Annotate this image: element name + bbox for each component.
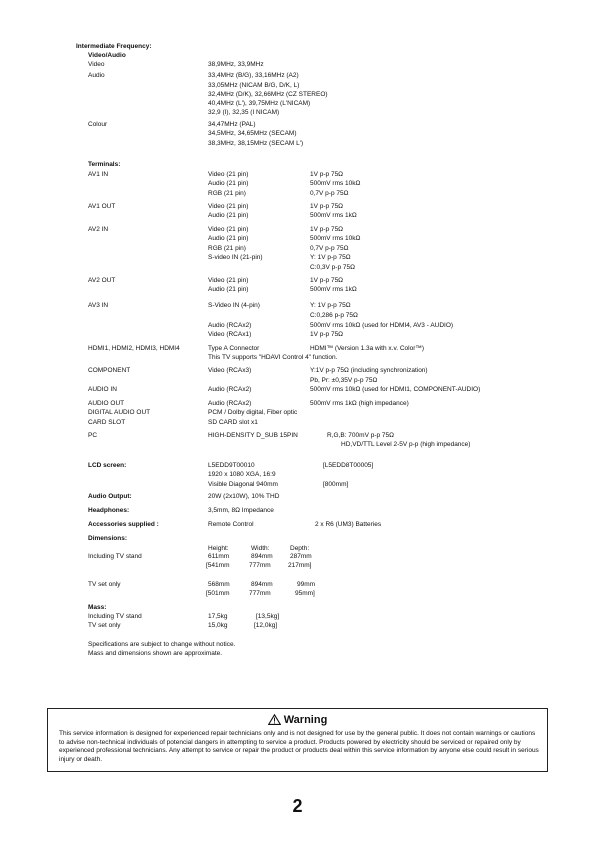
if-audio-value: 32,4MHz (D/K), 32,66MHz (CZ STEREO): [208, 91, 328, 98]
terminal-spec: 0,7V p-p 75Ω: [310, 245, 349, 252]
terminal-connector: PCM / Dolby digital, Fiber optic: [208, 409, 298, 416]
terminal-label: AUDIO IN: [88, 386, 117, 393]
terminal-connector: RGB (21 pin): [208, 190, 246, 197]
terminal-connector: Audio (21 pin): [208, 235, 249, 242]
lcd-model-alt: [L5EDD8T00005]: [323, 462, 374, 469]
terminal-label: COMPONENT: [88, 367, 131, 374]
lcd-diagonal: Visible Diagonal 940mm: [208, 481, 278, 488]
dim-value: 777mm: [249, 562, 271, 569]
dim-row-label: Including TV stand: [88, 553, 142, 560]
warning-title: [48, 714, 547, 727]
dim-header: Width:: [251, 545, 270, 552]
terminal-spec: Y: 1V p-p 75Ω: [310, 254, 351, 261]
dim-value: 95mm]: [295, 590, 315, 597]
terminal-connector: Audio (RCAx2): [208, 386, 252, 393]
headphones-label: Headphones:: [88, 507, 130, 514]
dim-value: 99mm: [297, 581, 316, 588]
audio-output-value: 20W (2x10W), 10% THD: [208, 493, 280, 500]
terminal-spec: 500mV rms 10kΩ: [310, 235, 361, 242]
if-colour-value: 34,5MHz, 34,65MHz (SECAM): [208, 130, 297, 137]
if-colour-label: Colour: [88, 121, 108, 128]
mass-value: 15,0kg: [208, 622, 228, 629]
dim-header: Height:: [208, 545, 229, 552]
terminal-connector: Video (21 pin): [208, 171, 249, 178]
if-video-label: Video: [88, 61, 105, 68]
if-audio-label: Audio: [88, 72, 105, 79]
warning-triangle-icon: [268, 714, 281, 725]
terminal-spec: 500mV rms 1kΩ: [310, 286, 357, 293]
lcd-label: LCD screen:: [88, 462, 127, 469]
terminal-connector: Video (21 pin): [208, 226, 249, 233]
terminal-connector: SD CARD slot x1: [208, 419, 258, 426]
dim-value: 568mm: [208, 581, 230, 588]
terminal-connector: Audio (RCAx2): [208, 400, 252, 407]
terminal-spec: 0,7V p-p 75Ω: [310, 190, 349, 197]
dimensions-label: Dimensions:: [88, 535, 128, 542]
terminal-connector: Audio (RCAx2): [208, 322, 252, 329]
mass-row-label: TV set only: [88, 622, 121, 629]
dim-value: [501mm: [206, 590, 230, 597]
terminal-spec: 500mV rms 10kΩ: [310, 180, 361, 187]
hdavi-note: This TV supports "HDAVI Control 4" function.: [208, 354, 338, 361]
accessory-item: Remote Control: [208, 521, 254, 528]
mass-value-alt: [12,0kg]: [254, 622, 278, 629]
terminal-label: PC: [88, 432, 98, 439]
note: Mass and dimensions shown are approximate.: [88, 650, 223, 657]
terminal-connector: Audio (21 pin): [208, 212, 249, 219]
if-subheading: Video/Audio: [88, 52, 126, 59]
terminal-connector: Audio (21 pin): [208, 180, 249, 187]
mass-label: Mass:: [88, 604, 107, 611]
page-number: 2: [292, 796, 303, 816]
terminal-spec: Y: 1V p-p 75Ω: [310, 302, 351, 309]
if-audio-value: 33,4MHz (B/G), 33,16MHz (A2): [208, 72, 299, 79]
note: Specifications are subject to change without notice.: [88, 641, 236, 648]
terminal-spec: 1V p-p 75Ω: [310, 277, 344, 284]
dim-value: 777mm: [249, 590, 271, 597]
dim-value: 611mm: [208, 553, 230, 560]
terminal-spec: 1V p-p 75Ω: [310, 226, 344, 233]
terminal-label: DIGITAL AUDIO OUT: [88, 409, 151, 416]
terminal-label: AV2 OUT: [88, 277, 116, 284]
dim-value: 894mm: [251, 553, 273, 560]
dim-value: 287mm: [290, 553, 312, 560]
terminal-spec: Pb, Pr: ±0,35V p-p 75Ω: [310, 377, 378, 384]
warning-body: This service information is designed for experienced repair technicians only and is not designed for use by the general public. It does not contain warnings or cautions to advise non-technical individuals of potencial dangers in attempting to service a product. Products powered by electricity should be serviced or repaired only by experienced professional technicians. Any attempt to service or repair the product or products deal within this service information by anyone else could result in serious injury or death.: [59, 730, 539, 764]
terminal-spec: 500mV rms 1kΩ (high impedance): [310, 400, 409, 407]
terminal-connector: Video (RCAx1): [208, 331, 252, 338]
warning-box: [47, 708, 548, 772]
if-colour-value: 34,47MHz (PAL): [208, 121, 256, 128]
mass-value-alt: [13,5kg]: [256, 613, 280, 620]
dim-row-label: TV set only: [88, 581, 121, 588]
terminal-spec: 1V p-p 75Ω: [310, 203, 344, 210]
terminal-label: CARD SLOT: [88, 419, 126, 426]
lcd-diagonal-alt: [800mm]: [323, 481, 349, 488]
terminal-connector: S-Video IN (4-pin): [208, 302, 260, 309]
audio-output-label: Audio Output:: [88, 493, 132, 500]
terminal-label: AV1 OUT: [88, 203, 116, 210]
terminal-connector: HIGH-DENSITY D_SUB 15PIN: [208, 432, 298, 439]
accessory-item: 2 x R6 (UM3) Batteries: [315, 521, 382, 528]
terminal-label: HDMI1, HDMI2, HDMI3, HDMI4: [88, 345, 180, 352]
if-audio-value: 40,4MHz (L'), 39,75MHz (L'NICAM): [208, 100, 311, 107]
terminal-spec: 500mV rms 1kΩ: [310, 212, 357, 219]
terminal-connector: Video (21 pin): [208, 203, 249, 210]
dim-value: [541mm: [206, 562, 230, 569]
if-video-value: 38,9MHz, 33,9MHz: [208, 61, 264, 68]
warning-title-text: Warning: [283, 714, 328, 726]
dim-value: 894mm: [251, 581, 273, 588]
dim-header: Depth:: [290, 545, 310, 552]
if-colour-value: 38,3MHz, 38,15MHz (SECAM L'): [208, 140, 304, 147]
terminal-spec: 500mV rms 10kΩ (used for HDMI1, COMPONENT-AUDIO): [310, 386, 481, 393]
terminal-connector: S-video IN (21-pin): [208, 254, 263, 261]
terminal-spec: 1V p-p 75Ω: [310, 331, 344, 338]
mass-value: 17,5kg: [208, 613, 228, 620]
terminal-connector: Video (21 pin): [208, 277, 249, 284]
mass-row-label: Including TV stand: [88, 613, 142, 620]
terminal-spec: Y:1V p-p 75Ω (including synchronization): [310, 367, 428, 374]
if-heading: Intermediate Frequency:: [76, 43, 152, 50]
terminal-connector: Audio (21 pin): [208, 286, 249, 293]
terminal-label: AV1 IN: [88, 171, 109, 178]
terminal-spec: C:0,3V p-p 75Ω: [310, 264, 355, 271]
if-audio-value: 33,05MHz (NICAM B/G, D/K, L): [208, 82, 300, 89]
terminal-spec: R,G,B: 700mV p-p 75Ω: [327, 432, 394, 439]
terminal-connector: Type A Connector: [208, 345, 260, 352]
headphones-value: 3,5mm, 8Ω Impedance: [208, 507, 274, 514]
accessories-label: Accessories supplied :: [88, 521, 159, 528]
if-audio-value: 32,9 (I), 32,35 (I NICAM): [208, 109, 280, 116]
terminal-spec: C:0,286 p-p 75Ω: [310, 312, 358, 319]
lcd-model: L5EDD9T00010: [208, 462, 255, 469]
terminal-spec: 500mV rms 10kΩ (used for HDMI4, AV3 - AUDIO): [310, 322, 454, 329]
dim-value: 217mm]: [288, 562, 312, 569]
terminal-spec: HDMI™ (Version 1.3a with x.v. Color™): [310, 345, 425, 352]
terminals-heading: Terminals:: [88, 161, 121, 168]
terminal-connector: RGB (21 pin): [208, 245, 246, 252]
terminal-label: AV2 IN: [88, 226, 109, 233]
terminal-label: AV3 IN: [88, 302, 109, 309]
lcd-resolution: 1920 x 1080 XGA, 16:9: [208, 471, 276, 478]
terminal-connector: Video (RCAx3): [208, 367, 252, 374]
terminal-spec: 1V p-p 75Ω: [310, 171, 344, 178]
terminal-spec: HD,VD/TTL Level 2-5V p-p (high impedance): [341, 441, 471, 448]
terminal-label: AUDIO OUT: [88, 400, 125, 407]
